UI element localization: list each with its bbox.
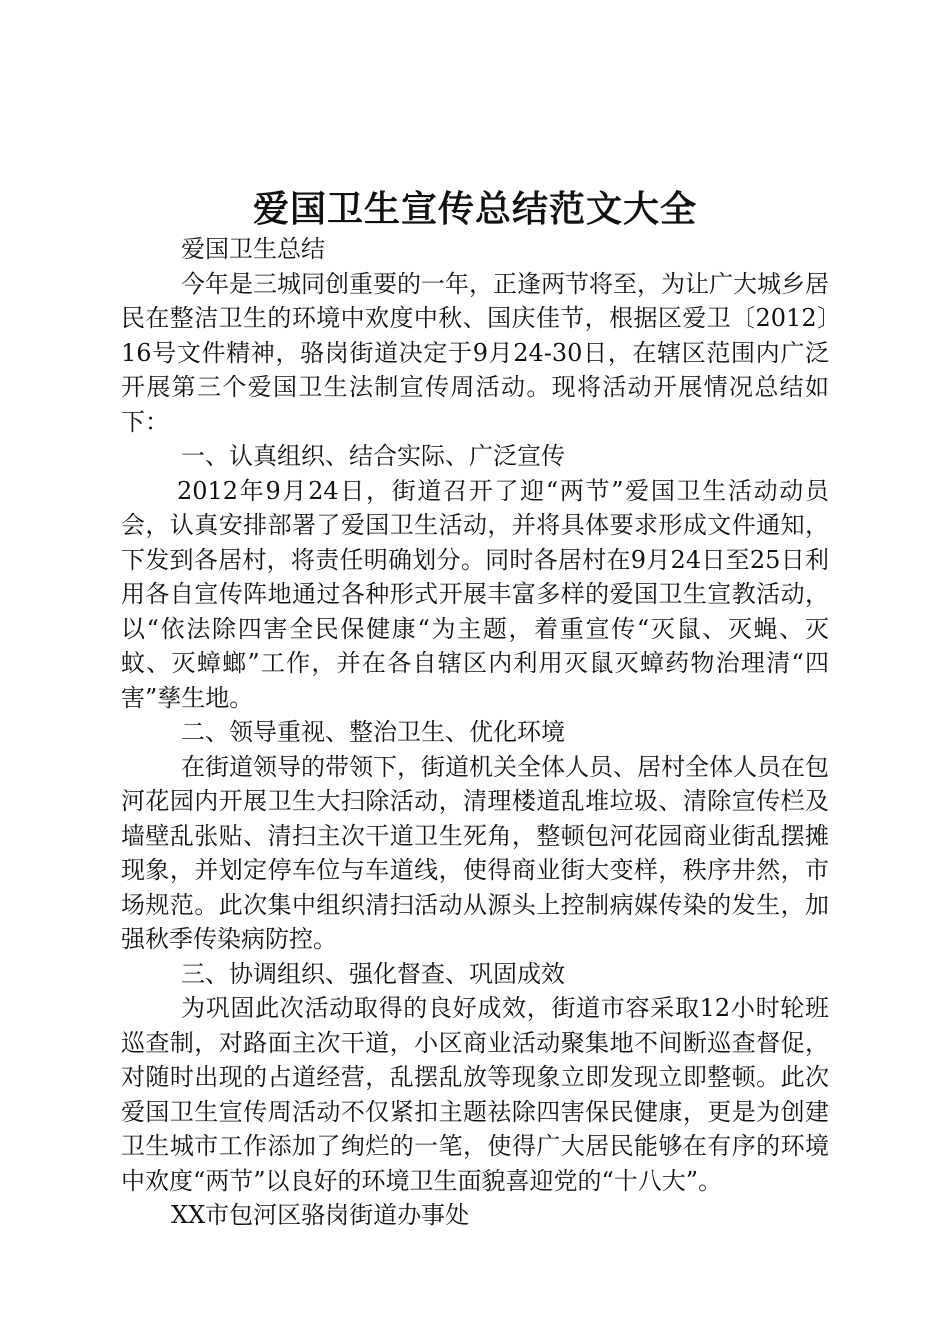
paragraph-section-2: 在街道领导的带领下，街道机关全体人员、居村全体人员在包河花园内开展卫生大扫除活动，清理楼道乱堆垃圾、清除宣传栏及墙壁乱张贴、清扫主次干道卫生死角，整顿包河花园商业街乱摆摊现象，并划定停车位与车道线，使得商业街大变样，秩序井然，市场规范。此次集中组织清扫活动从源头上控制病媒传染的发生，加强秋季传染病防控。: [121, 752, 829, 953]
paragraph-section-1: 2012年9月24日，街道召开了迎“两节”爱国卫生活动动员会，认真安排部署了爱国卫生活动，并将具体要求形成文件通知，下发到各居村，将责任明确划分。同时各居村在9月24日至25日利用各自宣传阵地通过各种形式开展丰富多样的爱国卫生宣教活动，以“依法除四害全民保健康“为主题，着重宣传“灭鼠、灭蝇、灭蚊、灭蟑螂”工作，并在各自辖区内利用灭鼠灭蟑药物治理清“四害”孳生地。: [121, 476, 829, 712]
signature-line: XX市包河区骆岗街道办事处: [171, 1201, 470, 1229]
section-heading-2: 二、领导重视、整治卫生、优化环境: [181, 718, 565, 746]
document-title: 爱国卫生宣传总结范文大全: [252, 189, 697, 230]
section-heading-3: 三、协调组织、强化督查、巩固成效: [181, 959, 565, 988]
paragraph-intro: 今年是三城同创重要的一年，正逢两节将至，为让广大城乡居民在整洁卫生的环境中欢度中秋、国庆佳节，根据区爱卫〔2012〕16号文件精神，骆岗街道决定于9月24-30日，在辖区范围内广泛开展第三个爱国卫生法制宣传周活动。现将活动开展情况总结如下：: [121, 269, 829, 436]
section-heading-1: 一、认真组织、结合实际、广泛宣传: [181, 442, 565, 470]
document-body: [121, 232, 829, 1233]
paragraph-section-3: 为巩固此次活动取得的良好成效，街道市容采取12小时轮班巡查制，对路面主次干道，小区商业活动聚集地不间断巡查督促，对随时出现的占道经营，乱摆乱放等现象立即发现立即整顿。此次爱国卫生宣传周活动不仅紧扣主题祛除四害保民健康，更是为创建卫生城市工作添加了绚烂的一笔，使得广大居民能够在有序的环境中欢度“两节”以良好的环境卫生面貌喜迎党的“十八大”。: [121, 994, 829, 1195]
section-heading: 爱国卫生总结: [181, 235, 325, 263]
